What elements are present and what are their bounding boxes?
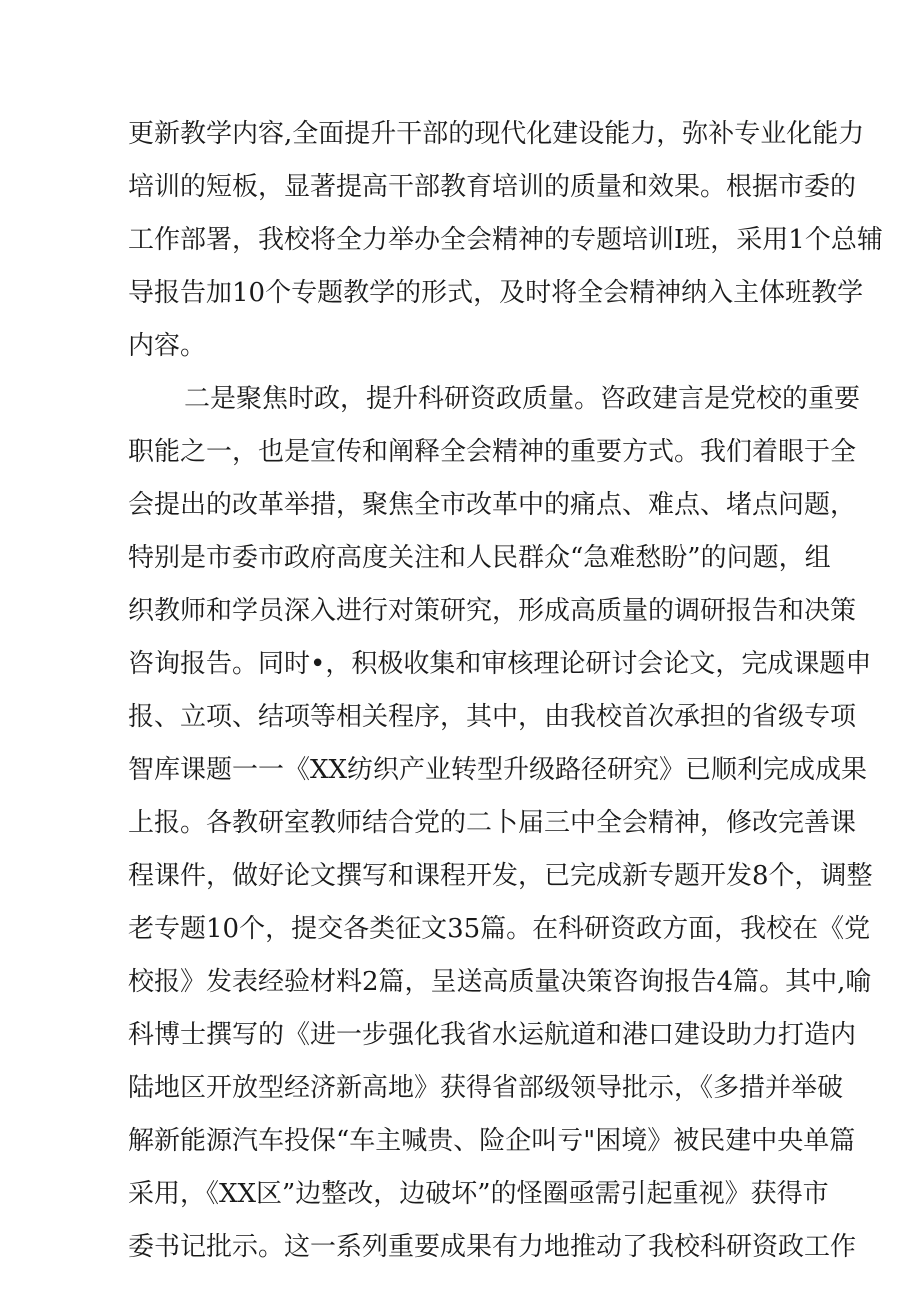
text-line: 委书记批示。这一系列重要成果有力地推动了我校科研资政工作 bbox=[128, 1232, 857, 1262]
text-line: 会提出的改革举措，聚焦全市改革中的痛点、难点、堵点问题， bbox=[128, 490, 857, 520]
text-line: 程课件，做好论文撰写和课程开发，已完成新专题开发8个，调整 bbox=[128, 861, 873, 891]
text-line: 科博士撰写的《进一步强化我省水运航道和港口建设助力打造内 bbox=[128, 1020, 857, 1050]
text-line: 智库课题一一《XX纺织产业转型升级路径研究》已顺利完成成果 bbox=[128, 755, 868, 785]
text-line: 导报告加10个专题教学的形式，及时将全会精神纳入主体班教学 bbox=[128, 278, 864, 308]
paragraph-1 bbox=[128, 108, 883, 373]
text-line: 采用，《XX区”边整改，边破坏”的怪圈亟需引起重视》获得市 bbox=[128, 1179, 829, 1209]
text-line: 特别是市委市政府高度关注和人民群众“急难愁盼”的问题，组 bbox=[128, 543, 831, 573]
text-line: 报、立项、结项等相关程序，其中，由我校首次承担的省级专项 bbox=[128, 702, 857, 732]
body-text bbox=[128, 108, 883, 1274]
text-line: 解新能源汽车投保“车主喊贵、险企叫亏"困境》被民建中央单篇 bbox=[128, 1126, 856, 1156]
text-line: 内容。 bbox=[128, 331, 207, 361]
text-line: 职能之一，也是宣传和阐释全会精神的重要方式。我们着眼于全 bbox=[128, 437, 857, 467]
text-line: 陆地区开放型经济新高地》获得省部级领导批示，《多措并举破 bbox=[128, 1073, 844, 1103]
text-line: 培训的短板，显著提高干部教育培训的质量和效果。根据市委的 bbox=[128, 172, 857, 202]
text-line: 咨询报告。同时•，积极收集和审核理论研讨会论文，完成课题申 bbox=[128, 649, 872, 679]
text-line: 上报。各教研室教师结合党的二卜届三中全会精神，修改完善课 bbox=[128, 808, 857, 838]
paragraph-2 bbox=[128, 373, 873, 1274]
text-line: 老专题10个，提交各类征文35篇。在科研资政方面，我校在《党 bbox=[128, 914, 871, 944]
text-line: 二是聚焦时政，提升科研资政质量。咨政建言是党校的重要 bbox=[184, 384, 861, 414]
text-line: 织教师和学员深入进行对策研究，形成高质量的调研报告和决策 bbox=[128, 596, 857, 626]
text-line: 工作部署，我校将全力举办全会精神的专题培训I班，采用1个总辅 bbox=[128, 225, 883, 255]
text-line: 校报》发表经验材料2篇，呈送高质量决策咨询报告4篇。其中,喻 bbox=[128, 967, 872, 997]
text-line: 更新教学内容,全面提升干部的现代化建设能力，弥补专业化能力 bbox=[128, 119, 865, 149]
